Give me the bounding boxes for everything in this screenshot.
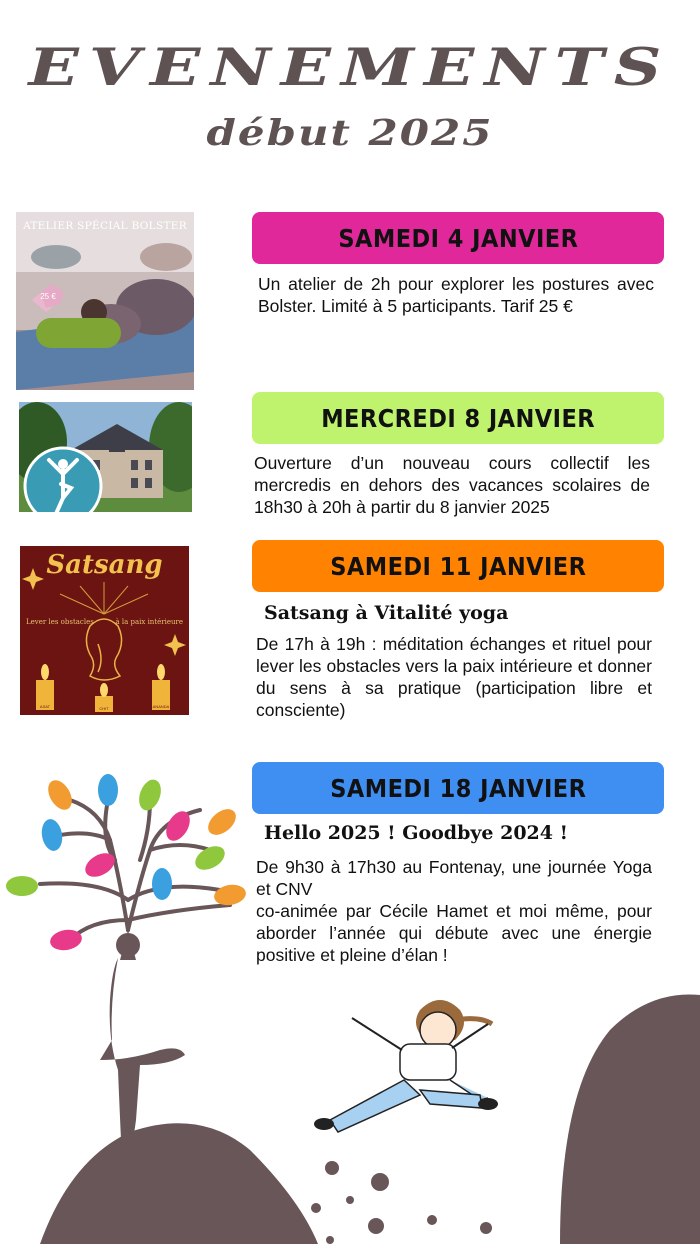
event-description-4-line-2: co-animée par Cécile Hamet et moi même, pour aborder l’année qui débute avec une énergie positive et pleine d’élan ! [256,901,652,965]
event-description-4-line-1: De 9h30 à 17h30 au Fontenay, une journée Yoga et CNV [256,857,652,899]
bolster-image-label: ATELIER SPÉCIAL BOLSTER [23,220,187,232]
bolster-price-badge: 25 € [40,292,56,301]
satsang-candle-2: CHIT [99,706,109,711]
event-date-banner-2 [252,392,664,444]
chateau-image [19,402,192,512]
bolster-illustration [16,212,194,390]
satsang-poster-title: Satsang [46,550,163,580]
event-description-2 [254,452,650,518]
satsang-candle-3: ANANDA [152,704,170,709]
satsang-poster-right: à la paix intérieure [115,618,183,626]
event-subheading-4: Hello 2025 ! Goodbye 2024 ! [264,822,568,844]
satsang-candle-1: ASAT [39,704,51,709]
page-subtitle: début 2025 [206,111,494,154]
bolster-workshop-image [16,212,194,390]
event-description-4 [256,856,652,966]
yoga-logo-icon [21,444,105,512]
tree-yoga-icon [6,774,247,1160]
event-subheading-3: Satsang à Vitalité yoga [264,602,509,624]
event-date-4: SAMEDI 18 JANVIER [329,773,587,803]
event-description-3 [256,633,652,721]
satsang-poster-left: Lever les obstacles [26,618,94,626]
event-date-banner-4 [252,762,664,814]
event-date-3: SAMEDI 11 JANVIER [329,551,587,581]
event-description-1-line: Un atelier de 2h pour explorer les postures avec Bolster. Limité à 5 participants. Tarif 25 € [258,274,654,316]
jumping-girl-icon [314,1000,498,1132]
event-description-3-line: De 17h à 19h : méditation échanges et rituel pour lever les obstacles vers la paix intérieure et donner du sens à sa pratique (participation libre et consciente) [256,634,652,720]
event-description-1 [258,273,654,317]
event-date-banner-3 [252,540,664,592]
satsang-poster [20,546,189,715]
event-description-2-line: Ouverture d’un nouveau cours collectif les mercredis en dehors des vacances scolaires de 18h30 à 20h à partir du 8 janvier 2025 [254,453,650,517]
event-date-1: SAMEDI 4 JANVIER [337,223,579,253]
event-date-banner-1 [252,212,664,264]
event-date-2: MERCREDI 8 JANVIER [321,403,595,433]
page-title: EVENEMENTS [28,36,672,98]
